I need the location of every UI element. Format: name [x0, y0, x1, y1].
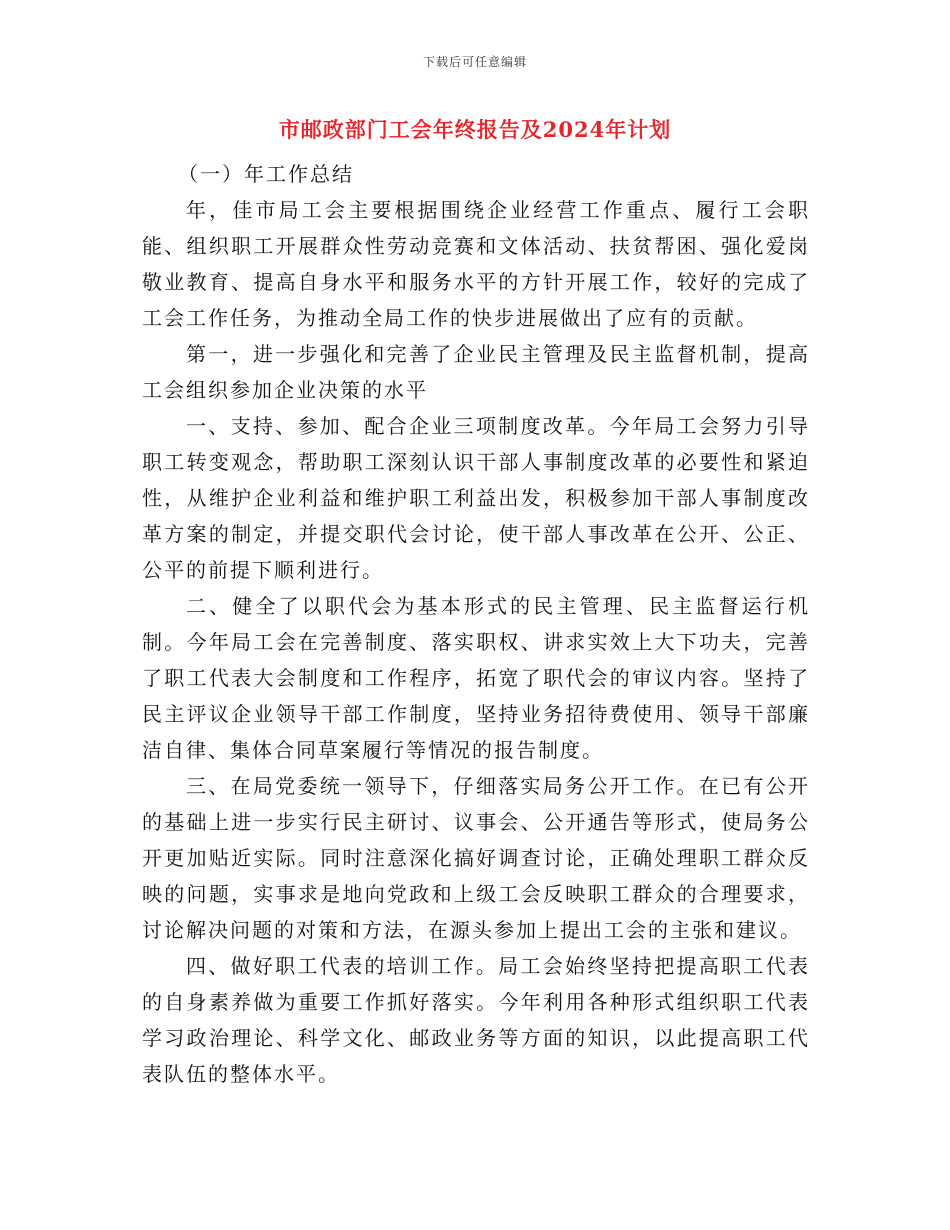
- paragraph-item-4: 四、做好职工代表的培训工作。局工会始终坚持把提高职工代表的自身素养做为重要工作抓好落实。今年利用各种形式组织职工代表学习政治理论、科学文化、邮政业务等方面的知识，以此提高职工代表队伍的整体水平。: [142, 954, 810, 1086]
- header-note: 下载后可任意编辑: [422, 55, 527, 69]
- paragraph-first-point: 第一，进一步强化和完善了企业民主管理及民主监督机制，提高工会组织参加企业决策的水平: [142, 342, 810, 402]
- paragraph-summary: 年，佳市局工会主要根据围绕企业经营工作重点、履行工会职能、组织职工开展群众性劳动竞赛和文体活动、扶贫帮困、强化爱岗敬业教育、提高自身水平和服务水平的方针开展工作，较好的完成了工会工作任务，为推动全局工作的快步进展做出了应有的贡献。: [142, 198, 810, 330]
- document-title: 市邮政部门工会年终报告及2024年计划: [278, 117, 672, 142]
- paragraph-item-3: 三、在局党委统一领导下，仔细落实局务公开工作。在已有公开的基础上进一步实行民主研讨、议事会、公开通告等形式，使局务公开更加贴近实际。同时注意深化搞好调查讨论，正确处理职工群众反映的问题，实事求是地向党政和上级工会反映职工群众的合理要求，讨论解决问题的对策和方法，在源头参加上提出工会的主张和建议。: [142, 774, 810, 942]
- paragraph-item-1: 一、支持、参加、配合企业三项制度改革。今年局工会努力引导职工转变观念，帮助职工深刻认识干部人事制度改革的必要性和紧迫性，从维护企业利益和维护职工利益出发，积极参加干部人事制度改革方案的制定，并提交职代会讨论，使干部人事改革在公开、公正、公平的前提下顺利进行。: [142, 414, 810, 582]
- section-heading: （一）年工作总结: [178, 162, 354, 186]
- document-body: [142, 156, 810, 1092]
- paragraph-item-2: 二、健全了以职代会为基本形式的民主管理、民主监督运行机制。今年局工会在完善制度、落实职权、讲求实效上大下功夫，完善了职工代表大会制度和工作程序，拓宽了职代会的审议内容。坚持了民主评议企业领导干部工作制度，坚持业务招待费使用、领导干部廉洁自律、集体合同草案履行等情况的报告制度。: [142, 594, 810, 762]
